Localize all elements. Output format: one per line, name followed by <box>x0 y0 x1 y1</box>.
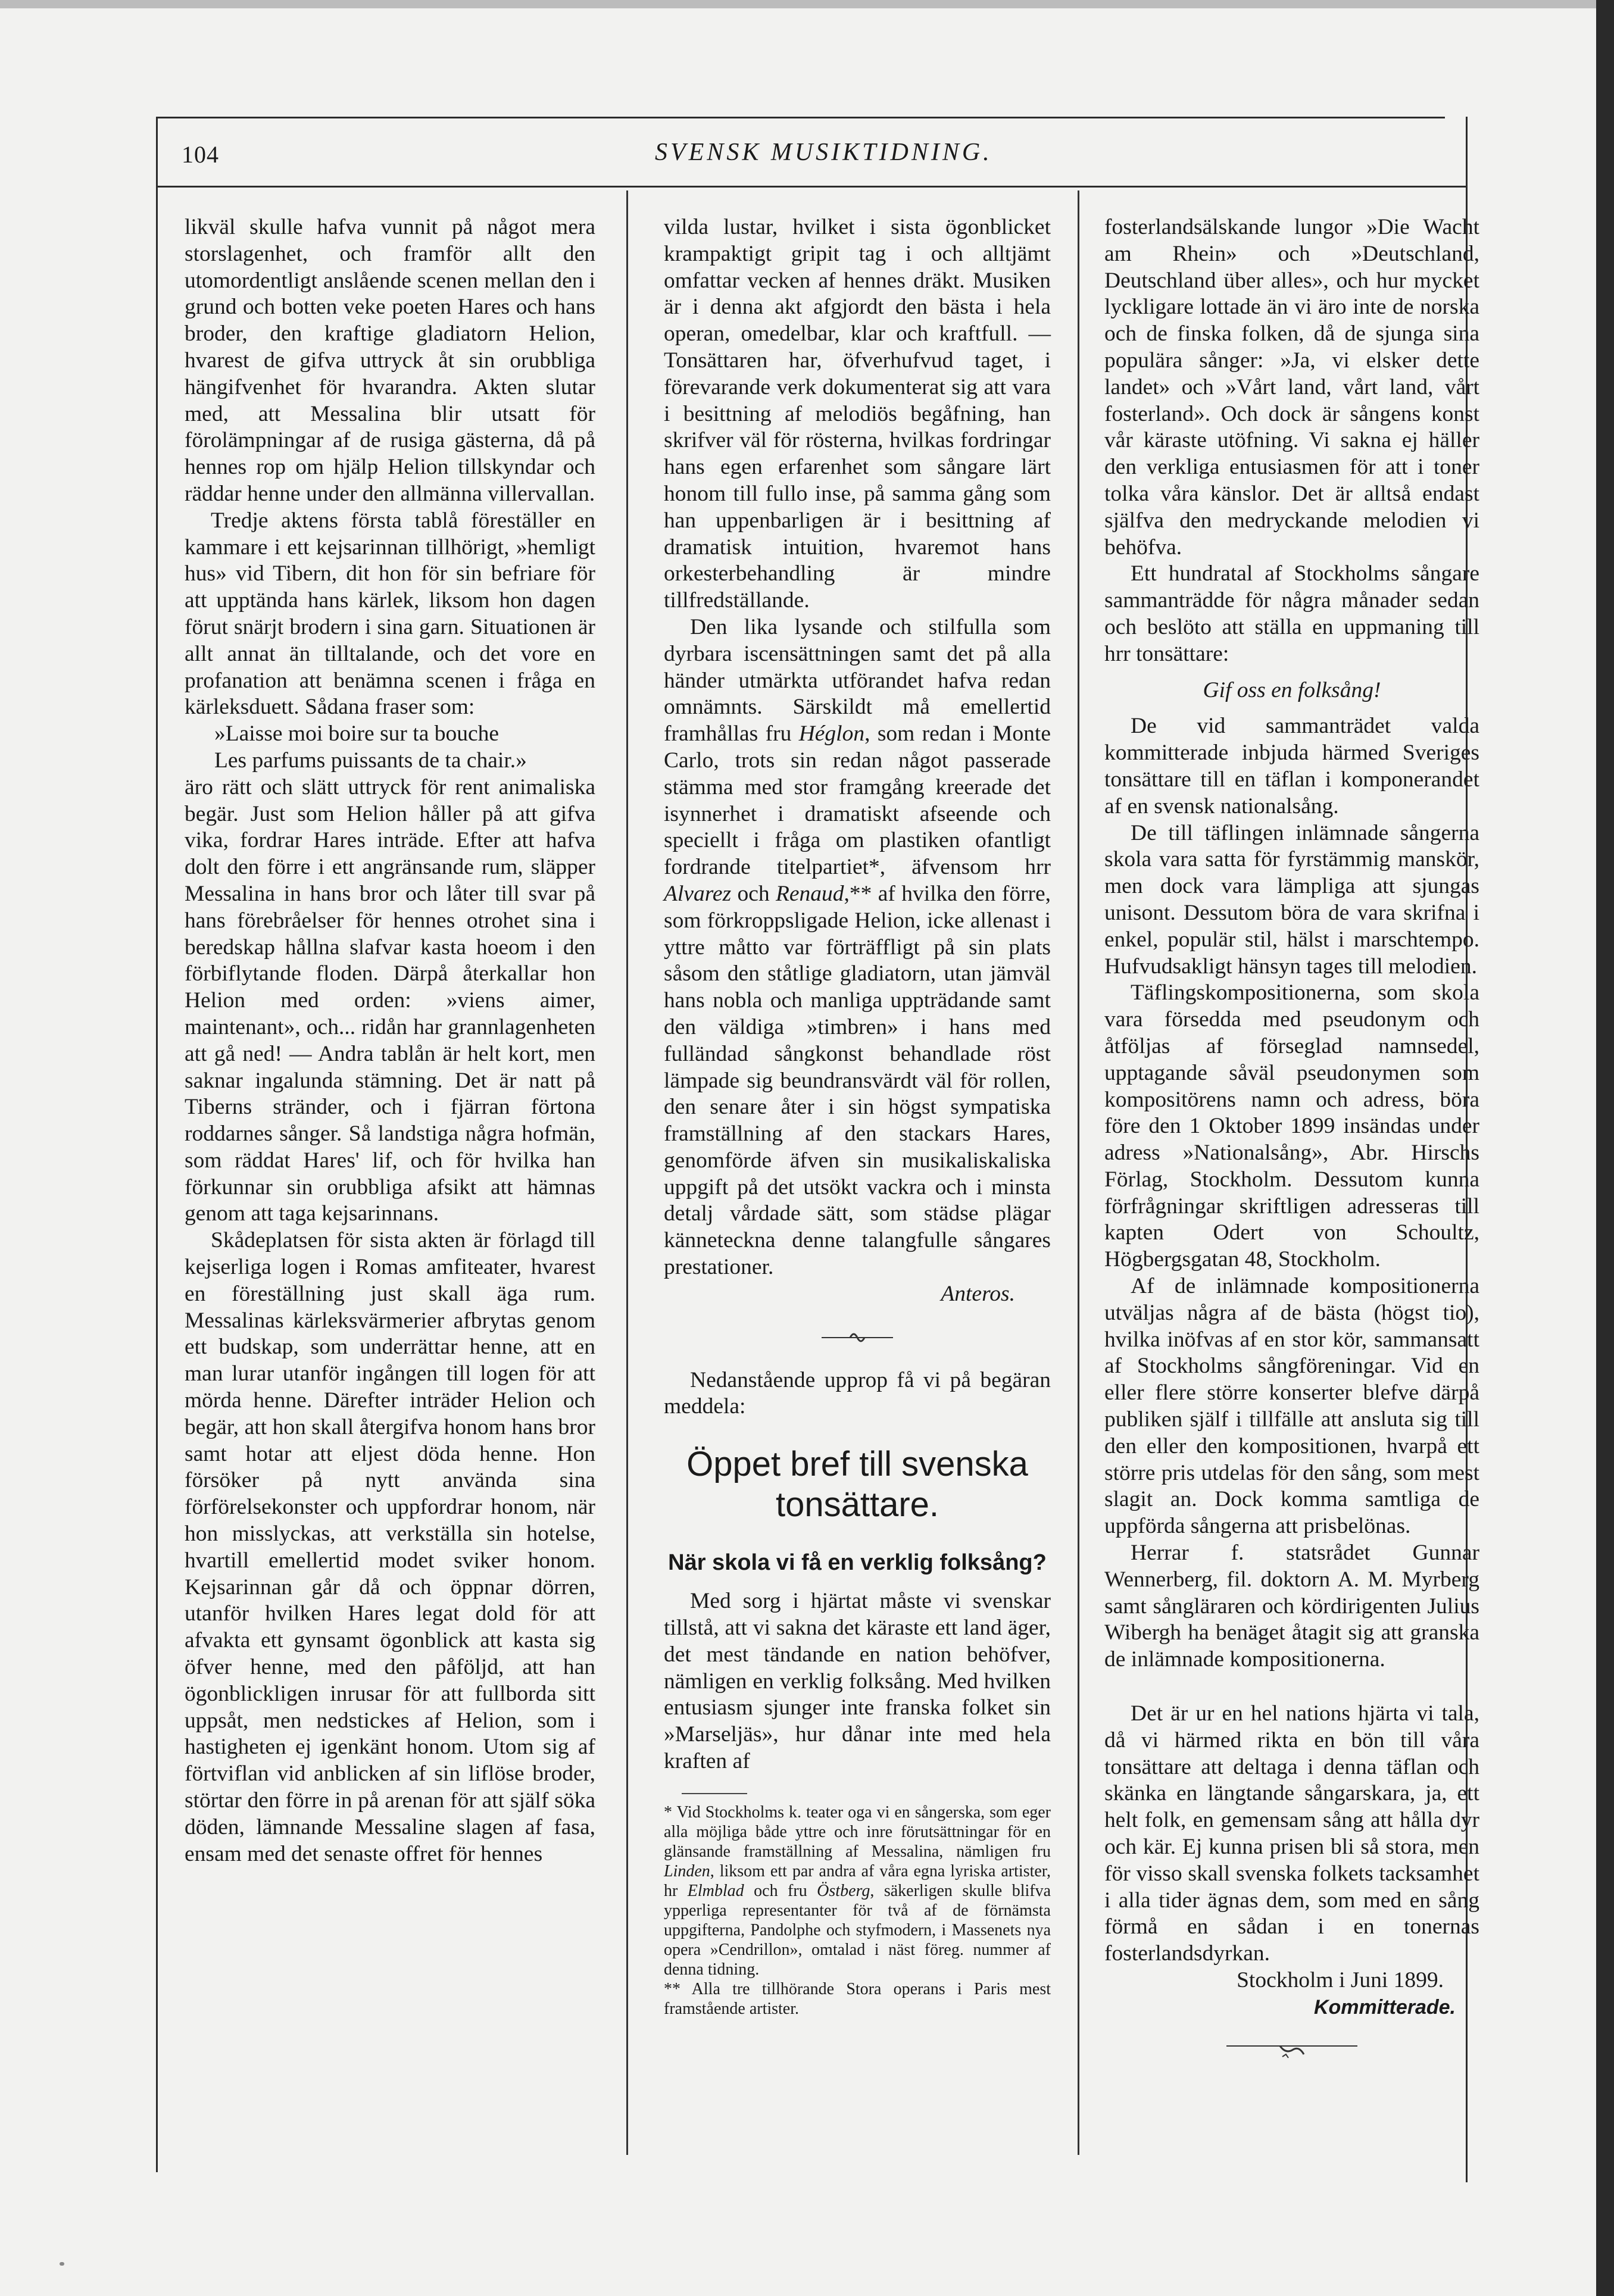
motto: Gif oss en folksång! <box>1203 677 1381 702</box>
running-title: SVENSK MUSIKTIDNING. <box>655 139 992 166</box>
letter-subheadline: När skola vi få en verklig folksång? <box>668 1550 1047 1576</box>
paragraph: De till täflingen inlämnade sångerna skola vara satta för fyrstämmig manskör, men dock vara lämpliga att sjungas unisont. Dessutom böra de vara skrifna i enkel, populär stil, hälst i marschtempo. Hufvudsakligt hänsyn tages till melodien. <box>1104 820 1479 979</box>
footnote: * Vid Stockholms k. teater oga vi en sångerska, som eger alla möjliga både yttre och inre förutsättningar för en glänsande framställning af Messalina, nämligen fru Linden, liksom ett par andra af våra egna lyriska artister, hr Elmblad och fru Östberg, säkerligen skulle blifva ypperliga representanter för två af de förnämsta uppgifterna, Pandolphe och styfmodern, i Massenets nya opera »Cendrillon», omtalad i näst föreg. nummer af denna tidning. <box>664 1803 1051 1979</box>
quote-line: »Laisse moi boire sur ta bouche <box>214 721 499 746</box>
paragraph: Med sorg i hjärtat måste vi svenskar tillstå, att vi sakna det käraste ett land äger, det mest tändande en nation behöfver, nämligen en verklig folksång. Med hvilken entusiasm sjunger inte franska folket sin »Marseljäs», hur dånar inte med hela kraften af <box>664 1589 1051 1774</box>
singer-name: Héglon <box>798 721 865 746</box>
footnote: ** Alla tre tillhörande Stora operans i Paris mest framstående artister. <box>664 1979 1051 2018</box>
paragraph: äro rätt och slätt uttryck för rent animaliska begär. Just som Helion håller på att gifva vika, fordrar Hares inträde. Efter att hafva dolt den förre i ett angränsande rum, släpper Messalina in hans bror och låter till svar på hans förebråelser för hennes otrohet sina i beredskap hållna slafvar kasta hoeom i den förbiflytande floden. Därpå återkallar hon Helion med orden: »viens aimer, maintenant», och... ridån har grannlagenheten att gå ned! — Andra tablån är helt kort, men saknar ingalunda stämning. Det är natt på Tiberns stränder, och i fjärran förtona roddarnes sånger. Så landstiga några hofmän, som räddat Hares' lif, och för hvilka han förkunnar sin orubbliga afsikt att hämnas genom att taga kejsarinnans. <box>185 774 595 1226</box>
scan-right-edge <box>1596 0 1614 2296</box>
paragraph: Täflingskompositionerna, som skola vara försedda med pseudonym och åtföljas af förseglad namnsedel, upptagande såväl pseudonymen som kompositörens namn och adress, böra före den 1 Oktober 1899 insändas under adress »Nationalsång», Abr. Hirschs Förlag, Stockholm. Dessutom kunna förfrågningar skriftligen adresseras till kapten Odert von Schoultz, Högbergsgatan 48, Stockholm. <box>1104 980 1479 1272</box>
paragraph: fosterlandsälskande lungor »Die Wacht am Rhein» och »Deutschland, Deutschland über alles», och hur mycket lyckligare lottade än vi äro inte de norska och de finska folken, då de sjunga sina populära sånger: »Ja, vi elsker dette landet» och »Vårt land, vårt land, vårt fosterland». Och dock är sångens konst vår käraste utöfning. Vi sakna ej häller den verkliga entusiasmen för att i toner tolka våra känslor. Det är alltså endast själfva den medryckande melodien vi behöfva. <box>1104 215 1479 560</box>
column-2 <box>664 214 1051 2019</box>
paragraph: Skådeplatsen för sista akten är förlagd till kejserliga logen i Romas amfiteater, hvarest en föreställning just skall äga rum. Messalinas kärleksvärmerier afbrytas genom ett budskap, som underrättar henne, att en man lurar utanför ingången till logen för att mörda henne. Därefter inträder Helion och begär, att hon skall återgifva honom hans bror samt hotar att eljest döda henne. Hon försöker på nytt använda sina förförelsekonster och uppfordrar honom, när hon misslyckas, att verkställa sin hotelse, hvartill emellertid modet sviker honom. Kejsarinnan går då och öppnar dörren, utanför hvilken Hares legat dold för att afvakta ett gynsamt ögonblick att kasta sig öfver henne, med den påföljd, att han ögonblickligen inrusar för att fullborda sitt uppsåt, men nedstickes af Helion, som i hastigheten ej igenkänt honom. Utom sig af förtviflan vid anblicken af sin liflöse broder, störtar den förre in på arenan för att själf söka döden, lämnande Messaline slagen af fasa, ensam med det senaste offret för hennes <box>185 1228 595 1866</box>
quote-line: Les parfums puissants de ta chair.» <box>214 748 527 773</box>
column-rule-2 <box>1078 190 1079 2155</box>
ornament-divider <box>664 1325 1051 1351</box>
column-1 <box>185 214 595 1867</box>
letter-headline: Öppet bref till svenska tonsättare. <box>686 1445 1028 1525</box>
column-rule-1 <box>626 190 628 2155</box>
singer-name: Renaud <box>775 881 844 906</box>
paragraph: Ett hundratal af Stockholms sångare sammanträdde för några månader sedan och beslöto att ställa en uppmaning till hrr tonsättare: <box>1104 561 1479 666</box>
ornament-divider <box>1104 2038 1479 2064</box>
scan-speck <box>60 2262 64 2266</box>
paragraph: Herrar f. statsrådet Gunnar Wennerberg, fil. doktorn A. M. Myrberg samt sångläraren och kördirigenten Julius Wibergh ha benäget åtagit sig att granska de inlämnade kompositionerna. <box>1104 1541 1479 1672</box>
intro-text: Nedanstående upprop få vi på begäran meddela: <box>664 1367 1051 1419</box>
page-number: 104 <box>182 141 219 168</box>
paragraph: vilda lustar, hvilket i sista ögonblicket krampaktigt gripit tag i och alltjämt omfattar vecken af hennes dräkt. Musiken är i denna akt afgjordt den bästa i hela operan, omedelbar, klar och kraftfull. — Tonsättaren har, öfverhufvud taget, i förevarande verk dokumenterat sig att vara i besittning af melodiös begåfning, han skrifver väl för rösterna, hvilkas fordringar hans egen erfarenhet som sångare lärt honom till fullo inse, på samma gång som han uppenbarligen är i besittning af dramatisk intuition, hvaremot hans orkesterbehandling är mindre tillfredställande. <box>664 215 1051 613</box>
place-date: Stockholm i Juni 1899. <box>1237 1968 1444 1992</box>
scan-top-edge <box>0 0 1614 8</box>
author-signature: Anteros. <box>941 1281 1015 1306</box>
footnote-rule <box>682 1793 747 1794</box>
paragraph: Den lika lysande och stilfulla som dyrbara iscensättningen samt det på alla händer utmärkta utförandet hafva redan omnämnts. Särskildt må emellertid framhållas fru Héglon, som redan i Monte Carlo, trots sin redan något passerade stämma med stor framgång kreerade det isynnerhet i dramatiskt afseende och speciellt i fråga om plastiken ofantligt fordrande titelpartiet*, äfvensom hrr Alvarez och Renaud,** af hvilka den förre, som förkroppsligade Helion, icke allenast i yttre måtto var förträffligt på sin plats såsom den ståtlige gladiatorn, utan jämväl hans nobla och manliga uppträdande samt den väldiga »timbren» i hans med fulländad sångkonst behandlade röst lämpade sig beundransvärdt väl för rollen, den senare åter i sin högst sympatiska framställning af den stackars Hares, genomförde äfven sin musikaliskaliska uppgift på det utsökt vackra och i minsta detalj vårdade sätt, som städse plägar känneteckna denne talangfulle sångares prestationer. <box>664 614 1051 1280</box>
paragraph: likväl skulle hafva vunnit på något mera storslagenhet, och framför allt den utomordentligt anslående scenen mellan den i grund och botten veke poeten Hares och hans broder, den kraftige gladiatorn Helion, hvarest de gifva uttryck åt sin orubbliga hängifvenhet för hvarandra. Akten slutar med, att Messalina blir utsatt för förolämpningar af de rusiga gästerna, då på hennes rop om hjälp Helion tillskyndar och räddar henne under den allmänna villervallan. <box>185 215 595 506</box>
committee-signature: Kommitterade. <box>1313 1995 1456 2019</box>
paragraph: De vid sammanträdet valda kommitterade inbjuda härmed Sveriges tonsättare till en täflan i komponerandet af en svensk nationalsång. <box>1104 714 1479 819</box>
singer-name: Alvarez <box>664 881 732 906</box>
header-rule <box>156 186 1466 188</box>
paragraph: Tredje aktens första tablå föreställer en kammare i ett kejsarinnan tillhörigt, »hemligt hus» vid Tibern, dit hon för sin befriare för att upptända hans kärlek, liksom hon dagen förut snärjt brodern i sina garn. Situationen är allt annat än tilltalande, och det vore en profanation att benämna scenen i fråga en kärleksduett. Sådana fraser som: <box>185 508 595 720</box>
paragraph: Af de inlämnade kompositionerna utväljas några af de bästa (högst tio), hvilka inöfvas af en stor kör, sammansatt af Stockholms sångföreningar. Vid en eller flere större konserter blefve därpå publiken själf i tillfälle att ansluta sig till den eller den kompositionen, hvarpå ett större pris utdelas för den sång, som mest slagit an. Dock komma samtliga de uppförda sångerna att prisbelönas. <box>1104 1274 1479 1539</box>
paragraph: Det är ur en hel nations hjärta vi tala, då vi härmed rikta en bön till våra tonsättare att deltaga i denna täflan och skänka en längtande sångarskara, ja, ett helt folk, en gemensam sång att hålla dyr och kär. Ej kunna prisen bli så stora, men för visso skall svenska folkets tacksamhet i alla tider ägnas dem, som med en sång förmå en sådan i en tonernas fosterlandsdyrkan. <box>1104 1701 1479 1966</box>
column-3 <box>1104 214 1479 2081</box>
